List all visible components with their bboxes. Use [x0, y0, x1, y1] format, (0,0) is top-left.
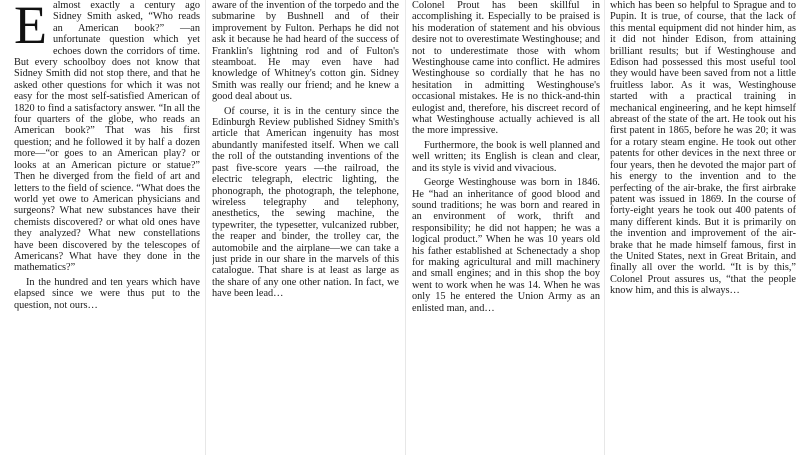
opening-paragraph [14, 0, 200, 274]
paragraph: Of course, it is in the century since the Edinburgh Review published Sidney Smith's article that American ingenuity has most abundantly manifested itself. When we call the roll of the outstanding inventions of the past five-score years —the railroad, the electric telegraph, electric lighting, the phonograph, the photograph, the telephone, wireless telegraphy and telephony, anesthetics, the sewing machine, the typewriter, the typesetter, vulcanized rubber, the reaper and binder, the trolley car, the automobile and the airplane—we can take a just pride in our share in the marvels of this catalogue. That share is at least as large as the share of any one other nation. In fact, we have been lead… [212, 105, 399, 300]
paragraph: Furthermore, the book is well planned and well written; its English is clean and clear, and its style is vivid and vivacious. [412, 139, 600, 174]
column-rule [205, 0, 206, 455]
paragraph: George Westinghouse was born in 1846. He “had an inheritance of good blood and sound traditions; he was born and reared in an environment of work, thrift and responsibility; he did not happen; he was a logical product.” When he was 10 years old his father established at Schenectady a shop for making agricultural and mill machinery and small engines; and in this shop the boy went to work when he was 14. When he was only 15 he entered the Union Army as an enlisted man, and… [412, 177, 600, 314]
article-column-4 [610, 0, 796, 455]
article-column-2 [212, 0, 399, 455]
article-column-1 [14, 0, 200, 455]
paragraph-text: almost exactly a century ago Sidney Smith asked, “Who reads an American book?” —an unfortunate question which yet echoes down the corridors of time. But every schoolboy does not know that Sidney Smith did not stop there, and that he asked other questions for which it was not easy for the most self-satisfied American of 1820 to find a satisfactory answer. “In all the four quarters of the globe, who reads an American book?” That was his first question; and he followed it by half a dozen more—“or goes to an American play? or looks at an American picture or statue?” Then he diverged from the field of art and letters to the field of science. “What does the world yet owe to American physicians and surgeons? What new substances have their chemists discovered? or what old ones have they analyzed? What new constellations have been discovered by the telescopes of Americans? What have they done in the mathematics?” [14, 0, 200, 274]
paragraph: Colonel Prout has been skillful in accomplishing it. Especially to be praised is his moderation of statement and his obvious desire not to overestimate Westinghouse; and not to underestimate those with whom Westinghouse came into conflict. He admires Westinghouse so cordially that he has no hesitation in admitting Westinghouse's occasional mistakes. He is no thick-and-thin eulogist and, therefore, his discreet record of what Westinghouse actually achieved is all the more impressive. [412, 0, 600, 137]
paragraph: In the hundred and ten years which have elapsed since we were thus put to the question, not ours… [14, 276, 200, 311]
paragraph: aware of the invention of the torpedo and the submarine by Bushnell and of their improvement by Fulton. Perhaps he did not ask it because he had heard of the success of Franklin's lightning rod and of Fulton's steamboat. He may even have had knowledge of Whitney's cotton gin. Sidney Smith was really our friend; and he knew a good deal about us. [212, 0, 399, 103]
article-column-3 [412, 0, 600, 455]
drop-cap: E [14, 0, 47, 55]
paragraph: which has been so helpful to Sprague and to Pupin. It is true, of course, that the lack of this mental equipment did not hinder him, as it did not hinder Edison, from attaining brilliant results; but if Westinghouse and Edison had possessed this most useful tool they would have been saved from not a little fruitless labor. As it was, Westinghouse started with a practical training in mechanical engineering, and he kept himself abreast of the state of the art. He took out his first patent in 1865, before he was 20; it was for a rotary steam engine. He took out other patents for other devices in the next three or four years, then he devoted the major part of his energy to the invention and to the perfecting of the air-brake, the first airbrake patent was issued in 1869. In the course of forty-eight years he took out 400 patents of many different kinds. But it is primarily on the invention and improvement of the air-brake that he made himself famous, first in the United States, next in Great Britain, and finally all over the world. “It is by this,” Colonel Prout assures us, “that the people know him, and this is always… [610, 0, 796, 297]
column-rule [604, 0, 605, 455]
column-rule [405, 0, 406, 455]
